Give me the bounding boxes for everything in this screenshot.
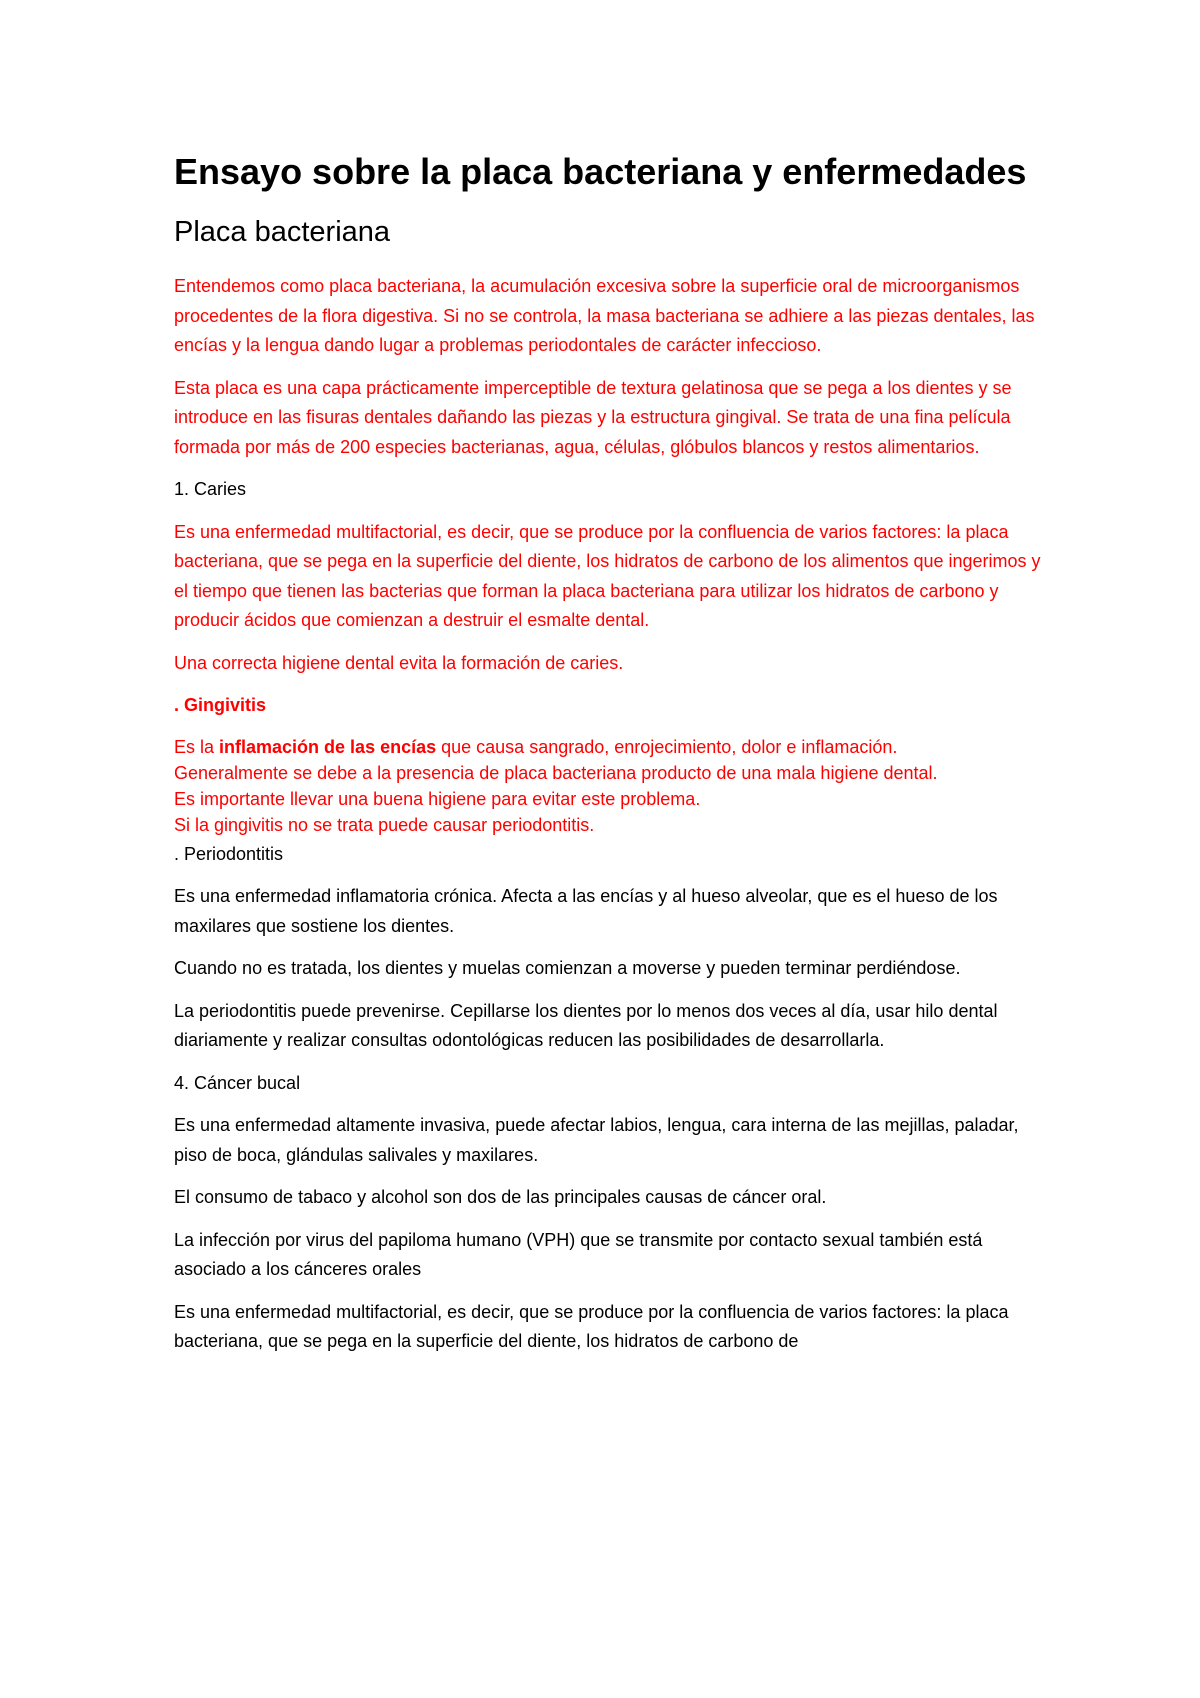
paragraph-periodontitis-definition: Es una enfermedad inflamatoria crónica. Afecta a las encías y al hueso alveolar, que es el hueso de los maxilares que sostiene los dientes. <box>174 886 998 936</box>
gingivitis-line-3: Es importante llevar una buena higiene para evitar este problema. <box>174 788 701 809</box>
heading-gingivitis: . Gingivitis <box>174 695 267 715</box>
document-title: Ensayo sobre la placa bacteriana y enfermedades <box>174 151 1027 192</box>
heading-periodontitis: . Periodontitis <box>174 843 284 864</box>
paragraph-cancer-definition: Es una enfermedad altamente invasiva, puede afectar labios, lengua, cara interna de las mejillas, paladar, piso de boca, glándulas salivales y maxilares. <box>174 1115 1019 1165</box>
gingivitis-line-1-start: Es la <box>174 736 220 757</box>
gingivitis-block <box>174 734 1044 838</box>
gingivitis-emphasis: inflamación de las encías <box>219 736 437 757</box>
gingivitis-line-1-end: que causa sangrado, enrojecimiento, dolor e inflamación. <box>436 736 898 757</box>
paragraph-placa-description: Esta placa es una capa prácticamente imperceptible de textura gelatinosa que se pega a los dientes y se introduce en las fisuras dentales dañando las piezas y la estructura gingival. Se trata de una fina película formada por más de 200 especies bacterianas, agua, células, glóbulos blancos y restos alimentarios. <box>174 377 1012 457</box>
document-page <box>174 150 1044 1370</box>
gingivitis-line-2: Generalmente se debe a la presencia de placa bacteriana producto de una mala higiene dental. <box>174 762 938 783</box>
paragraph-caries-definition: Es una enfermedad multifactorial, es decir, que se produce por la confluencia de varios factores: la placa bacteriana, que se pega en la superficie del diente, los hidratos de carbono de los alimentos que ingerimos y el tiempo que tienen las bacterias que forman la placa bacteriana para utilizar los hidratos de carbono y producir ácidos que comienzan a destruir el esmalte dental. <box>174 521 1041 630</box>
paragraph-periodontitis-prevention: La periodontitis puede prevenirse. Cepillarse los dientes por lo menos dos veces al día, usar hilo dental diariamente y realizar consultas odontológicas reducen las posibilidades de desarrollarla. <box>174 1000 998 1050</box>
gingivitis-line-1 <box>174 734 1044 760</box>
paragraph-periodontitis-effects: Cuando no es tratada, los dientes y muelas comienzan a moverse y pueden terminar perdiéndose. <box>174 958 961 978</box>
paragraph-caries-prevention: Una correcta higiene dental evita la formación de caries. <box>174 652 624 673</box>
heading-caries: 1. Caries <box>174 479 247 499</box>
paragraph-cancer-causes: El consumo de tabaco y alcohol son dos de las principales causas de cáncer oral. <box>174 1187 827 1207</box>
section-heading-placa: Placa bacteriana <box>174 216 391 248</box>
gingivitis-line-4: Si la gingivitis no se trata puede causar periodontitis. <box>174 814 595 835</box>
heading-cancer: 4. Cáncer bucal <box>174 1072 301 1093</box>
paragraph-cancer-vph: La infección por virus del papiloma humano (VPH) que se transmite por contacto sexual también está asociado a los cánceres orales <box>174 1229 983 1279</box>
paragraph-placa-definition: Entendemos como placa bacteriana, la acumulación excesiva sobre la superficie oral de microorganismos procedentes de la flora digestiva. Si no se controla, la masa bacteriana se adhiere a las piezas dentales, las encías y la lengua dando lugar a problemas periodontales de carácter infeccioso. <box>174 276 1035 355</box>
paragraph-cancer-multifactorial: Es una enfermedad multifactorial, es decir, que se produce por la confluencia de varios factores: la placa bacteriana, que se pega en la superficie del diente, los hidratos de carbono de <box>174 1301 1009 1351</box>
